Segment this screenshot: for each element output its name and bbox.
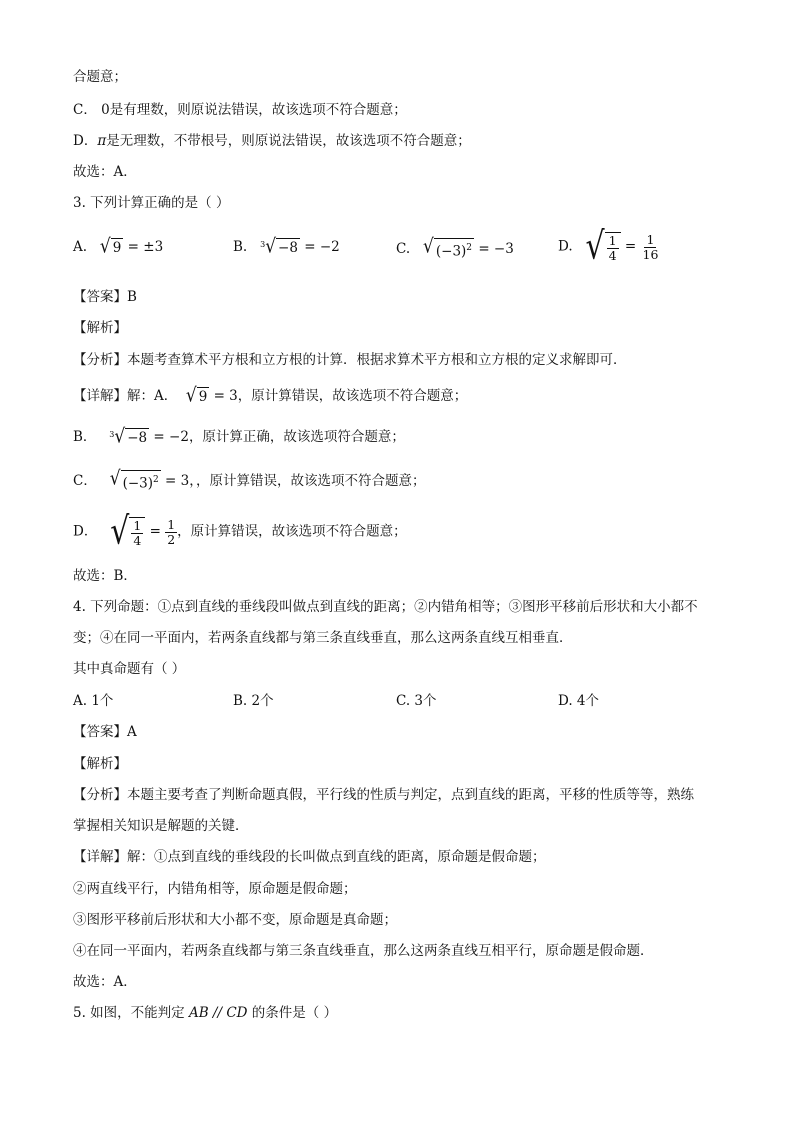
sqrt-fraction: √ $\frac{1}{4}$ bbox=[586, 230, 621, 264]
sqrt-expression: √ 9 bbox=[99, 235, 122, 259]
text-line: 故选：A． bbox=[73, 164, 137, 180]
select-line: 故选：A． bbox=[73, 974, 137, 990]
rhs: = ±3 bbox=[127, 239, 164, 255]
detail-line-b: B． 3 √ −8 = −2，原计算正确，故该选项符合题意； bbox=[73, 425, 405, 449]
question-4-stem: 4. 下列命题：①点到直线的垂线段叫做点到直线的距离；②内错角相等；③图形平移前后形状和大小都不 bbox=[73, 599, 698, 615]
q4-option-b: B. 2个 bbox=[233, 693, 274, 709]
analysis-text: 掌握相关知识是解题的关键． bbox=[73, 818, 249, 834]
option-label: B. bbox=[233, 239, 248, 255]
pi-symbol: π bbox=[97, 133, 107, 149]
fraction: $\frac{1}{2}$ bbox=[167, 516, 176, 547]
rhs: = −3 bbox=[478, 240, 514, 257]
text-segment: 是无理数，不带根号，则原说法错误，故该选项不符合题意； bbox=[106, 133, 471, 149]
q3-option-b bbox=[233, 235, 340, 259]
detail-line-d: D． √ $\frac{1}{4}$ = $\frac{1}{2}$ ，原计算错误，故该选项不符合题意； bbox=[73, 509, 407, 554]
text-line bbox=[73, 132, 471, 150]
q4-option-c: C. 3个 bbox=[396, 693, 437, 709]
select-line: 故选：B． bbox=[73, 568, 137, 584]
q3-option-a bbox=[73, 235, 164, 259]
cbrt-expression: 3 √ −8 bbox=[260, 235, 298, 259]
detail-line: 【详解】解：①点到直线的垂线段的长叫做点到直线的距离，原命题是假命题； bbox=[73, 849, 546, 865]
q3-option-d bbox=[558, 224, 660, 269]
analysis-label: 【解析】 bbox=[73, 320, 127, 336]
analysis-text: 【分析】本题主要考查了判断命题真假，平行线的性质与判定，点到直线的距离，平移的性质等等，熟练 bbox=[73, 787, 694, 803]
detail-line-c: C． √ $(-3)^2$ = 3，，原计算错误，故该选项不符合题意； bbox=[73, 467, 426, 492]
question-5-stem: 5. 如图，不能判定 AB // CD 的条件是（ ） bbox=[73, 1005, 338, 1021]
sqrt-expression: √ 9 bbox=[185, 384, 208, 408]
text-line: 合题意； bbox=[73, 69, 127, 85]
fraction: $\frac{1}{16}$ bbox=[642, 231, 659, 262]
option-label: D． bbox=[73, 133, 98, 149]
q4-option-d: D. 4个 bbox=[558, 693, 600, 709]
detail-line: ③图形平移前后形状和大小都不变，原命题是真命题； bbox=[73, 912, 397, 928]
q4-option-a: A. 1个 bbox=[73, 693, 114, 709]
analysis-label: 【解析】 bbox=[73, 756, 127, 772]
sqrt-expression: √ $(-3)^2$ bbox=[423, 235, 473, 260]
detail-line-a: 【详解】解：A． √ 9 = 3，原计算错误，故该选项不符合题意； bbox=[73, 384, 468, 408]
detail-line: ②两直线平行，内错角相等，原命题是假命题； bbox=[73, 881, 357, 897]
rhs: = −2 bbox=[304, 239, 340, 255]
question-3-stem: 3. 下列计算正确的是（ ） bbox=[73, 195, 230, 211]
sqrt-fraction: √ $\frac{1}{4}$ bbox=[110, 515, 145, 549]
option-label: C. bbox=[396, 240, 411, 257]
option-label: D. bbox=[558, 238, 573, 255]
question-4-stem: 其中真命题有（ ） bbox=[73, 661, 186, 677]
analysis-text: 【分析】本题考查算术平方根和立方根的计算．根据求算术平方根和立方根的定义求解即可． bbox=[73, 352, 627, 368]
answer-label: 【答案】B bbox=[73, 289, 137, 305]
detail-line: ④在同一平面内，若两条直线都与第三条直线垂直，那么这两条直线互相平行，原命题是假命题． bbox=[73, 943, 654, 959]
question-4-stem: 变；④在同一平面内，若两条直线都与第三条直线垂直，那么这两条直线互相垂直． bbox=[73, 630, 573, 646]
text-line: C． 0是有理数，则原说法错误，故该选项不符合题意； bbox=[73, 102, 407, 118]
equals: = bbox=[624, 238, 637, 255]
math-expression: AB // CD bbox=[188, 1005, 248, 1021]
q3-option-c bbox=[396, 235, 514, 261]
answer-label: 【答案】A bbox=[73, 724, 137, 740]
cbrt-expression: 3 √ −8 bbox=[109, 425, 148, 449]
sqrt-expression: √ $(-3)^2$ bbox=[109, 467, 159, 492]
option-label: A. bbox=[73, 239, 88, 255]
